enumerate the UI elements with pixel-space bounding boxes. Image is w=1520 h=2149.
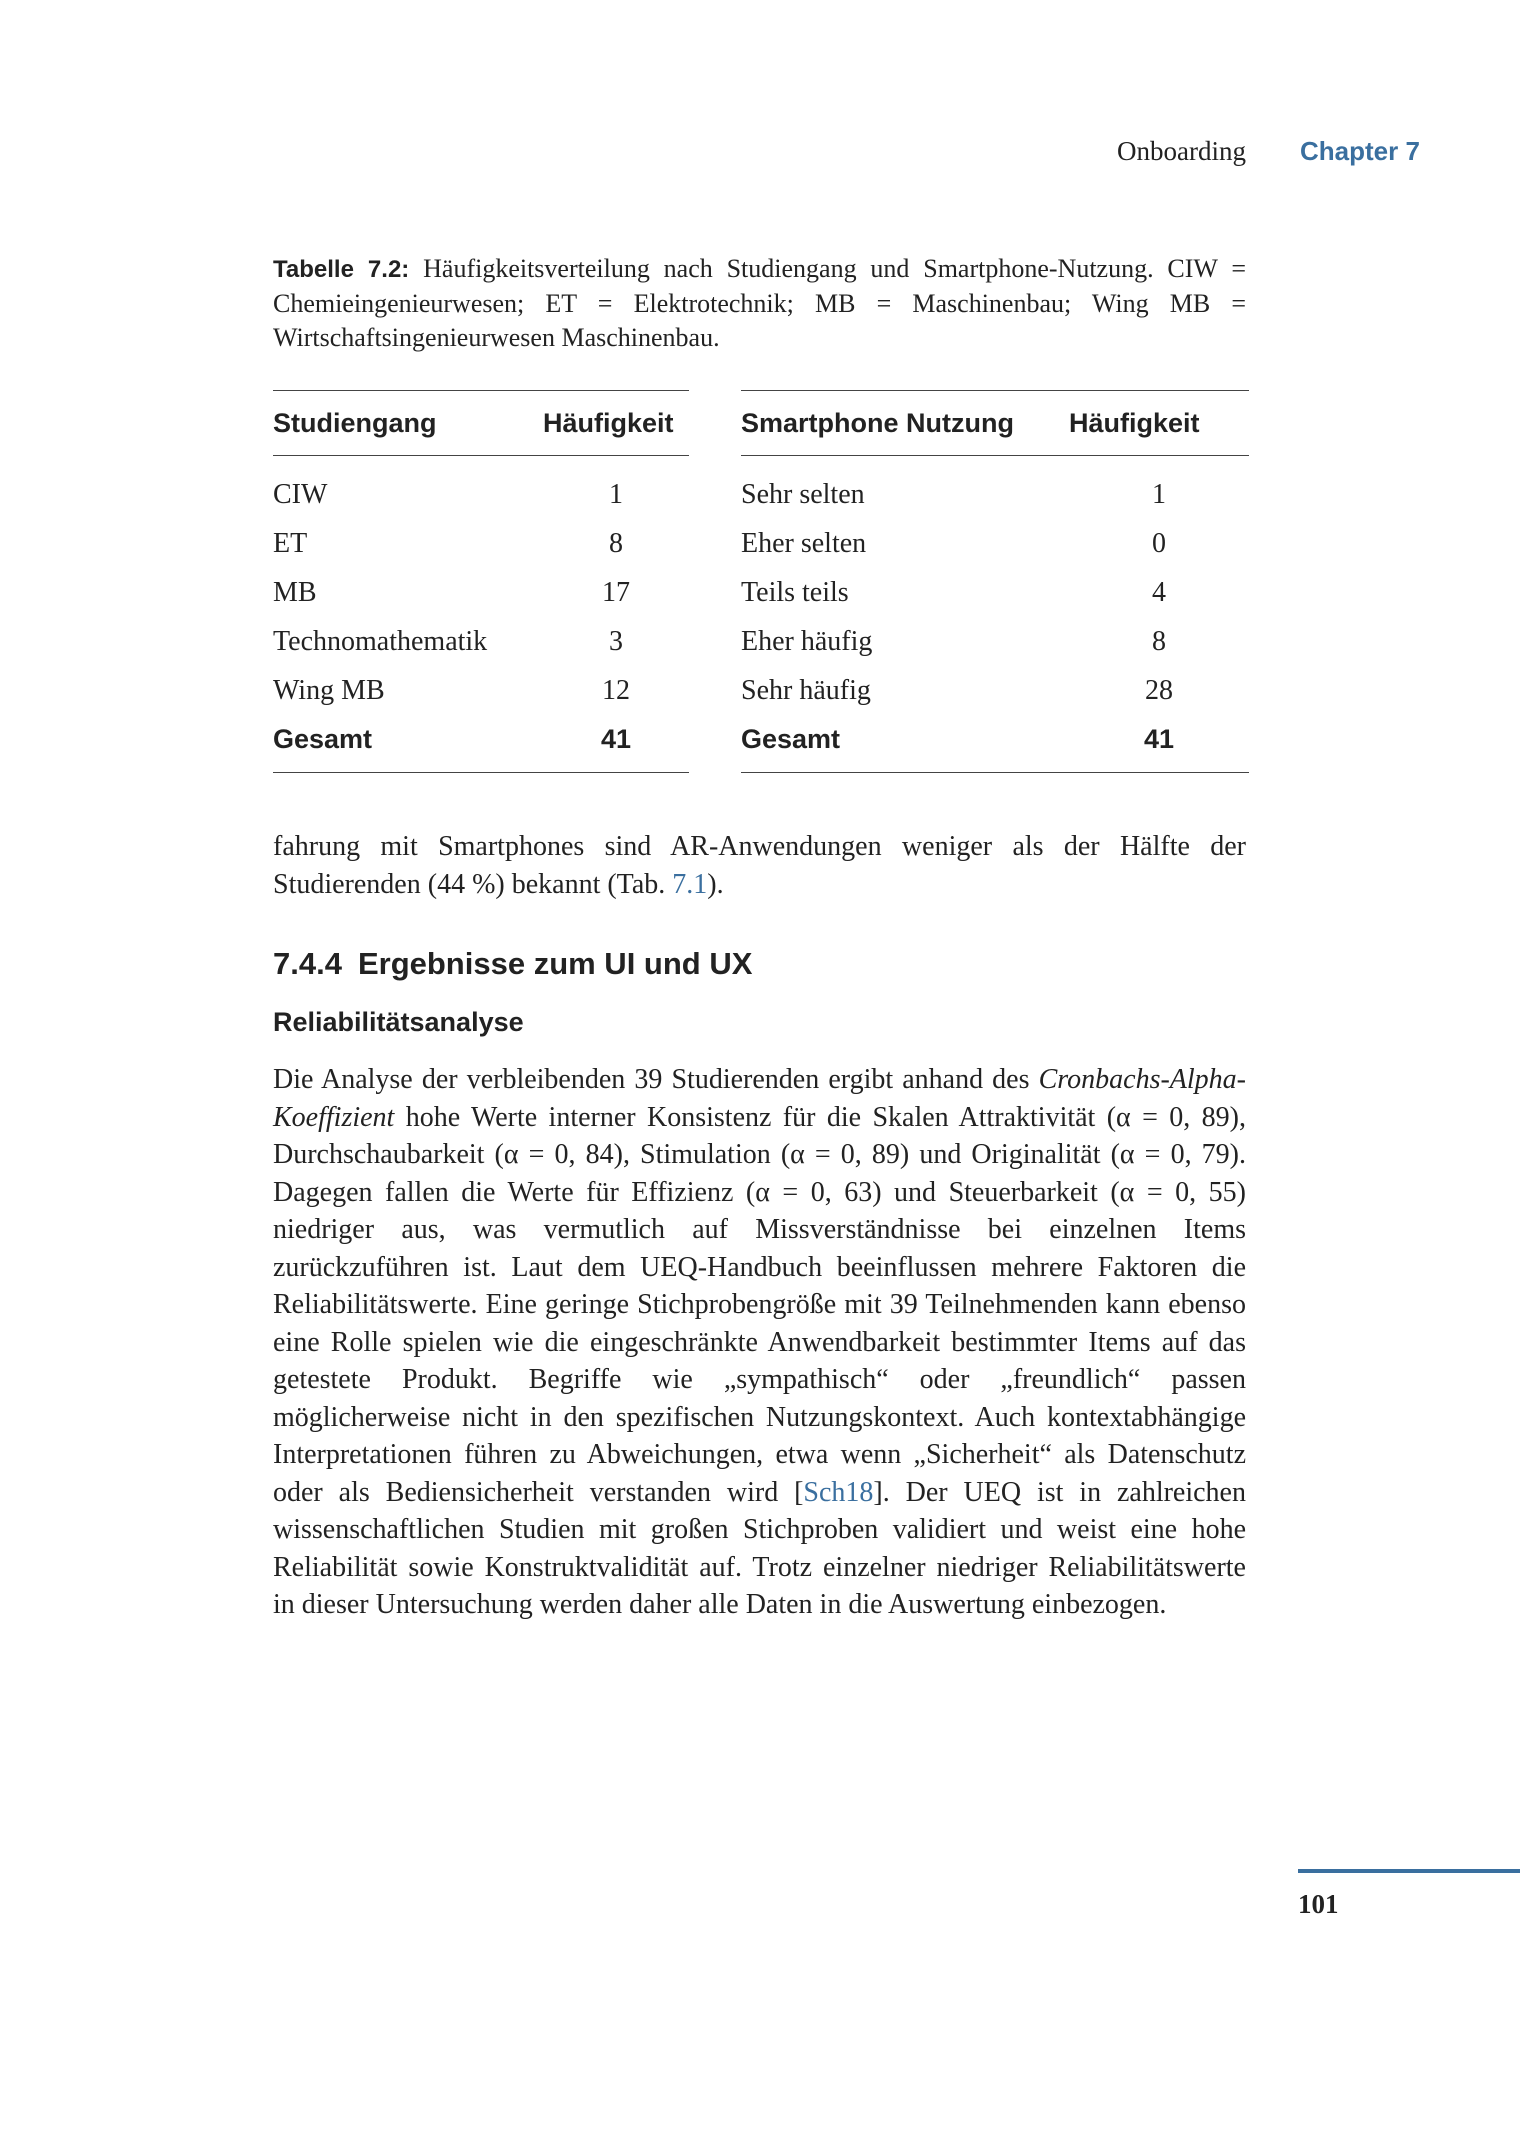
table-cell: Wing MB [273,674,385,706]
table-cell: Sehr selten [741,478,865,510]
table-total-row [741,715,1249,773]
subsection-heading: Reliabilitätsanalyse [273,1007,524,1037]
table-cell: 4 [1152,576,1166,608]
column-header: Häufigkeit [543,391,689,456]
paragraph-text: ]. Der UEQ ist in zahlreichen wissenschaftlichen Studien mit großen Stichproben validiert und weist eine hohe Reliabilität sowie Konstruktvalidität auf. Trotz einzelner niedriger Reliabilitätswerte in dieser Untersuchung werden daher alle Daten in die Auswertung einbezogen. [273,1476,1246,1620]
citation-link[interactable]: Sch18 [803,1476,874,1508]
table-cell: Eher häufig [741,625,873,657]
table-cell: 17 [602,576,630,608]
running-header-section: Onboarding [1117,136,1246,166]
table-row [741,666,1249,715]
table-row [741,617,1249,666]
table-cell: 8 [1152,625,1166,657]
table-reference-link[interactable]: 7.1 [672,868,708,900]
paragraph-text: fahrung mit Smartphones sind AR-Anwendungen weniger als der Hälfte der Studierenden (44 %) bekannt (Tab. [273,831,1246,900]
caption-text: Häufigkeitsverteilung nach Studiengang und Smartphone-Nutzung. CIW = Chemieingenieurwesen; ET = Elektrotechnik; MB = Maschinenbau; Wing MB = Wirtschaftsingenieurwesen Maschinenbau. [273,254,1246,352]
column-header: Smartphone Nutzung [741,391,1069,456]
table-cell: MB [273,576,317,608]
table-cell: 12 [602,674,630,706]
paragraph-text-end: ). [707,868,724,900]
page-number: 101 [1298,1889,1339,1919]
paragraph-reliability [273,1061,1246,1624]
table-cell: Gesamt [273,724,373,754]
table-row [741,568,1249,617]
table-row [273,568,689,617]
paragraph-text: Die Analyse der verbleibenden 39 Studierenden ergibt anhand des [273,1064,1039,1095]
table-cell: 1 [1152,478,1166,510]
paragraph-italic-term: Cronbachs-Alpha-Koeffizient [273,1064,1246,1133]
footer-rule [1298,1869,1520,1873]
table-row [273,456,689,520]
paragraph-intro [273,828,1246,903]
table-cell: Technomathematik [273,625,488,657]
table-cell: CIW [273,478,328,510]
table-row [273,617,689,666]
running-header-chapter: Chapter 7 [1300,136,1420,166]
table-row [273,519,689,568]
section-title: Ergebnisse zum UI und UX [357,946,753,981]
paragraph-text: hohe Werte interner Konsistenz für die Skalen Attraktivität (α = 0, 89), Durchschaubarkeit (α = 0, 84), Stimulation (α = 0, 89) und Originalität (α = 0, 79). Dagegen fallen die Werte für Effizienz (α = 0, 63) und Steuerbarkeit (α = 0, 55) niedriger aus, was vermutlich auf Missverständnisse bei einzelnen Items zurückzuführen ist. Laut dem UEQ-Handbuch beeinflussen mehrere Faktoren die Reliabilitätswerte. Eine geringe Stichprobengröße mit 39 Teilnehmenden kann ebenso eine Rolle spielen wie die eingeschränkte Anwendbarkeit bestimmter Items auf das getestete Produkt. Begriffe wie „sympathisch“ oder „freundlich“ passen möglicherweise nicht in den spezifischen Nutzungskontext. Auch kontextabhängige Interpretationen führen zu Abweichungen, etwa wenn „Sicherheit“ als Datenschutz oder als Bediensicherheit verstanden wird [ [273,1101,1246,1508]
section-heading [273,946,752,982]
table-cell: 41 [600,724,632,754]
table-cell: ET [273,527,308,559]
column-header: Häufigkeit [1069,391,1249,456]
table-study-program [273,390,689,773]
table-cell: Teils teils [741,576,849,608]
table-cell: 28 [1145,674,1173,706]
column-header: Studiengang [273,391,543,456]
table-cell: Sehr häufig [741,674,871,706]
table-cell: 41 [1143,724,1175,754]
table-row [273,666,689,715]
table-cell: Eher selten [741,527,867,559]
table-row [741,519,1249,568]
table-cell: 3 [609,625,623,657]
table-cell: Gesamt [741,724,841,754]
table-cell: 0 [1152,527,1166,559]
table-smartphone-usage [741,390,1249,773]
table-row [741,456,1249,520]
table-caption [273,252,1246,355]
section-number: 7.4.4 [273,946,342,981]
table-cell: 1 [609,478,623,510]
table-total-row [273,715,689,773]
caption-label: Tabelle 7.2: [273,256,410,283]
table-cell: 8 [609,527,623,559]
